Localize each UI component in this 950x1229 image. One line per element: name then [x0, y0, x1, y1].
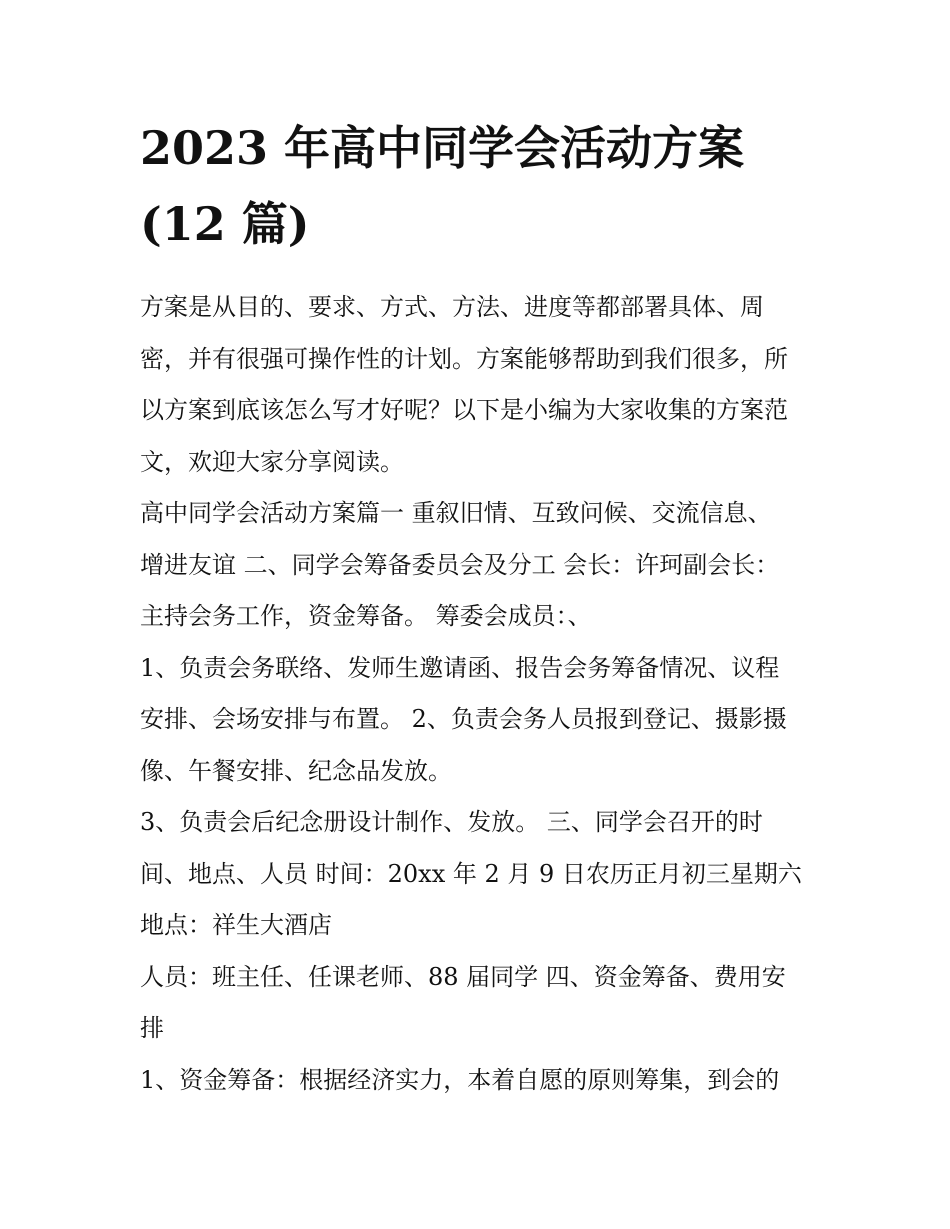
text-line: 间、地点、人员 时间：20xx 年 2 月 9 日农历正月初三星期六 [140, 859, 802, 888]
document-title [140, 110, 820, 262]
paragraph-duty-one [140, 643, 820, 798]
title-line: (12 篇) [140, 197, 310, 251]
text-line: 地点：祥生大酒店 [140, 911, 332, 939]
text-line: 方案是从目的、要求、方式、方法、进度等都部署具体、周 [140, 293, 764, 321]
title-line: 2023 年高中同学会活动方案 [140, 121, 745, 175]
paragraph-section-one [140, 488, 820, 643]
paragraph-attendees [140, 952, 820, 1055]
text-line: 增进友谊 二、同学会筹备委员会及分工 会长：许珂副会长： [140, 550, 780, 579]
text-line: 密，并有很强可操作性的计划。方案能够帮助到我们很多，所 [140, 344, 788, 373]
text-line: 文，欢迎大家分享阅读。 [140, 447, 404, 476]
paragraph-funding [140, 1055, 820, 1107]
text-line: 安排、会场安排与布置。 2、负责会务人员报到登记、摄影摄 [140, 705, 787, 733]
text-line: 排 [140, 1014, 164, 1042]
paragraph-intro [140, 282, 820, 488]
paragraph-duty-three [140, 797, 820, 952]
text-line: 1、资金筹备：根据经济实力，本着自愿的原则筹集，到会的 [140, 1065, 780, 1094]
text-line: 1、负责会务联络、发师生邀请函、报告会务筹备情况、议程 [140, 653, 780, 682]
text-line: 像、午餐安排、纪念品发放。 [140, 756, 452, 785]
document-page [140, 110, 820, 1106]
text-line: 主持会务工作，资金筹备。 筹委会成员：、 [140, 602, 592, 630]
text-line: 人员：班主任、任课老师、88 届同学 四、资金筹备、费用安 [140, 962, 786, 991]
text-line: 3、负责会后纪念册设计制作、发放。 三、同学会召开的时 [140, 808, 763, 836]
text-line: 高中同学会活动方案篇一 重叙旧情、互致问候、交流信息、 [140, 499, 772, 527]
text-line: 以方案到底该怎么写才好呢？以下是小编为大家收集的方案范 [140, 396, 788, 424]
